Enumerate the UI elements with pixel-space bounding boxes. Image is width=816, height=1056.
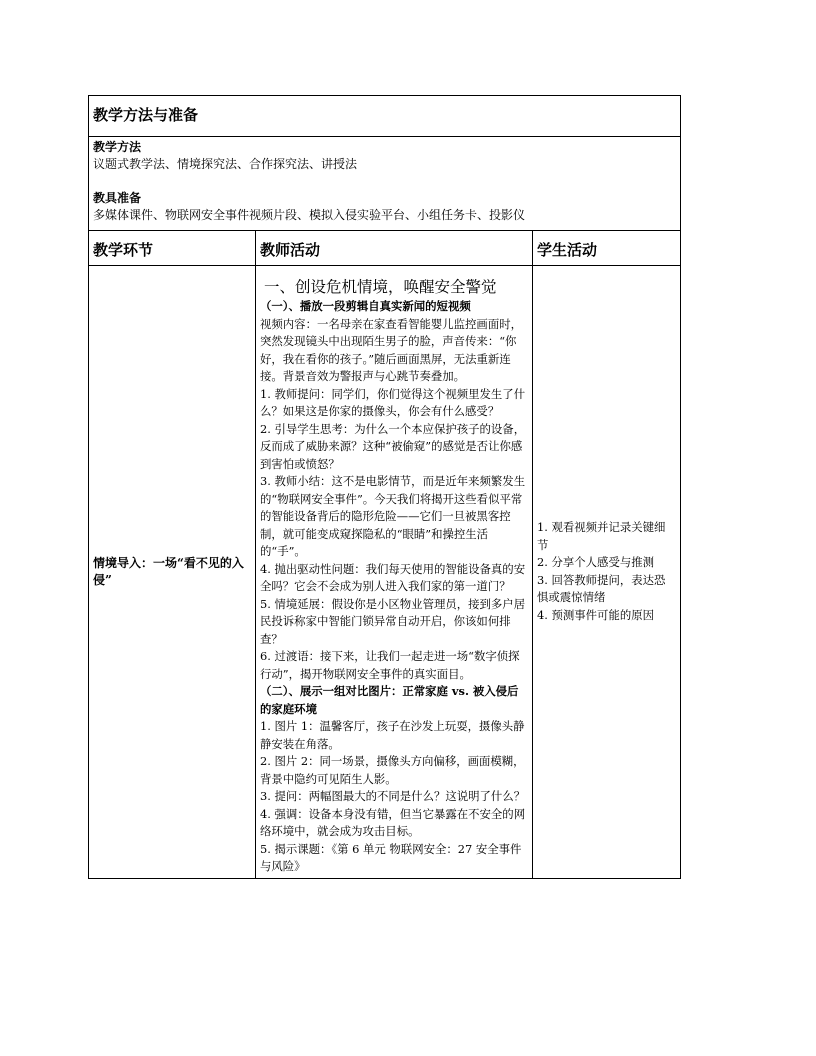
teacher-item: 5. 揭示课题：《第 6 单元 物联网安全：27 安全事件与风险》 [260,841,522,873]
student-item: 1. 观看视频并记录关键细节 [537,520,666,552]
teacher-item: 6. 过渡语：接下来，让我们一起走进一场“数字侦探行动”，揭开物联网安全事件的真实面目。 [260,649,520,681]
teacher-item: 3. 教师小结：这不是电影情节，而是近年来频繁发生的“物联网安全事件”。今天我们将揭开这些看似平常的智能设备背后的隐形危险——它们一旦被黑客控制，就可能变成窥探隐私的“眼睛”和操控生活的“手”。 [260,474,526,558]
teacher-item: 4. 强调：设备本身没有错，但当它暴露在不安全的网络环境中，就会成为攻击目标。 [260,806,526,838]
column-header-phase: 教学环节 [89,231,256,266]
phase-label: 情境导入：一场“看不见的入侵” [93,555,244,587]
student-item: 4. 预测事件可能的原因 [537,607,655,622]
student-item: 3. 回答教师提问，表达恐惧或震惊情绪 [537,572,666,605]
teacher-item: 3. 提问：两幅图最大的不同是什么？这说明了什么？ [260,789,526,803]
column-header-teacher: 教师活动 [256,231,533,266]
teacher-activity-cell [256,266,533,879]
teacher-item: 4. 抛出驱动性问题：我们每天使用的智能设备真的安全吗？它会不会成为别人进入我们家的第一道门？ [260,561,526,593]
tools-heading: 教具准备 [93,191,142,205]
title-cell [89,96,681,137]
teacher-section-title: 一、创设危机情境，唤醒安全警觉 [264,278,497,296]
prep-cell [89,137,681,231]
teacher-item: 1. 图片 1：温馨客厅，孩子在沙发上玩耍，摄像头静静安装在角落。 [260,719,525,751]
teacher-subsection-1: （一）、播放一段剪辑自真实新闻的短视频 [260,299,471,313]
spacer [93,173,676,190]
video-description: 视频内容：一名母亲在家查看智能婴儿监控画面时，突然发现镜头中出现陌生男子的脸，声音传来：“你好，我在看你的孩子。”随后画面黑屏，无法重新连接。背景音效为警报声与心跳节奏叠加。 [260,316,522,383]
tools-text: 多媒体课件、物联网安全事件视频片段、模拟入侵实验平台、小组任务卡、投影仪 [93,208,526,222]
teacher-item: 5. 情境延展：假设你是小区物业管理员，接到多户居民投诉称家中智能门锁异常自动开启，你该如何排查？ [260,596,526,646]
teacher-subsection-2: （二）、展示一组对比图片：正常家庭 vs. 被入侵后的家庭环境 [260,684,519,716]
methods-heading: 教学方法 [93,140,142,154]
section-title: 教学方法与准备 [93,106,199,124]
prep-row [89,137,681,231]
methods-text: 议题式教学法、情境探究法、合作探究法、讲授法 [93,157,358,171]
title-row [89,96,681,137]
column-header-row [89,231,681,266]
teacher-item: 2. 图片 2：同一场景，摄像头方向偏移，画面模糊，背景中隐约可见陌生人影。 [260,754,525,786]
teacher-item: 1. 教师提问：同学们，你们觉得这个视频里发生了什么？如果这是你家的摄像头，你会有什么感受？ [260,386,526,418]
column-header-student: 学生活动 [533,231,681,266]
phase-cell [89,266,256,879]
content-row [89,266,681,879]
lesson-plan-table [88,95,681,879]
student-activity-cell [533,266,681,879]
teacher-item: 2. 引导学生思考：为什么一个本应保护孩子的设备，反而成了威胁来源？这种“被偷窥”的感觉是否让你感到害怕或愤怒？ [260,421,526,471]
student-item: 2. 分享个人感受与推测 [537,555,655,570]
